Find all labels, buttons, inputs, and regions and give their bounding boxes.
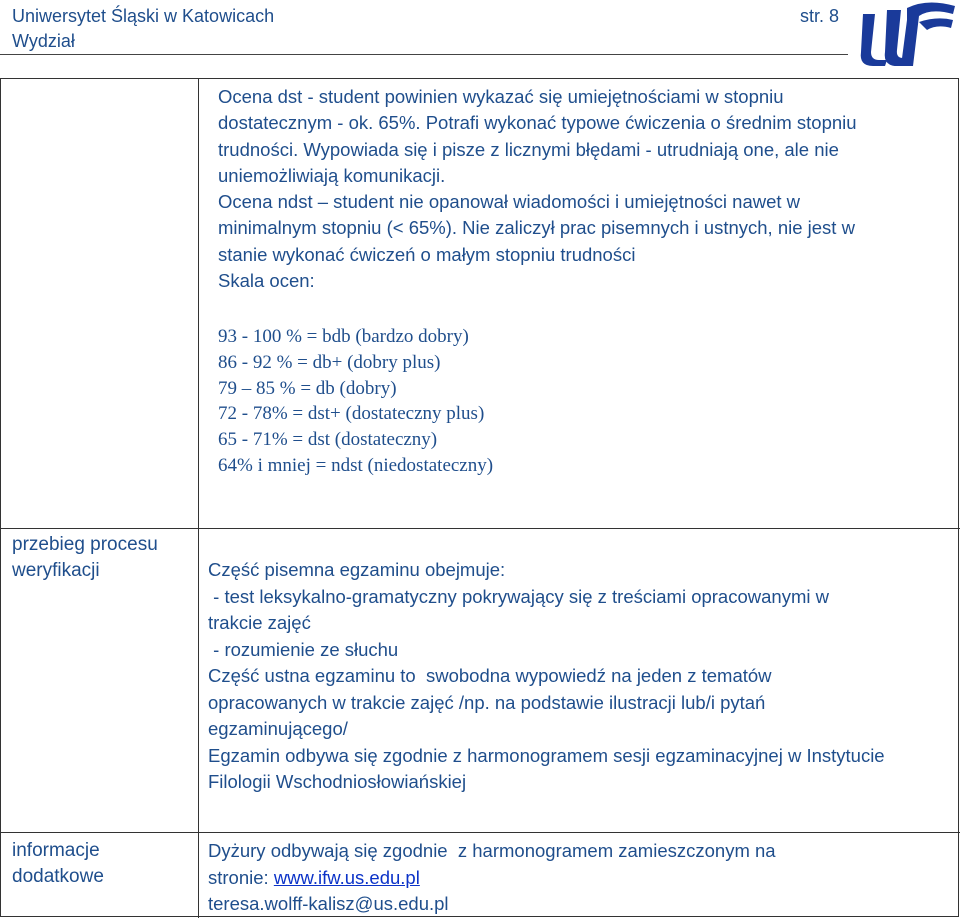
verification-line: Część ustna egzaminu to swobodna wypowiedź na jeden z tematów (208, 665, 772, 686)
row-divider (0, 832, 960, 833)
grade-scale-item: 86 - 92 % = db+ (dobry plus) (218, 351, 441, 373)
additional-info-cell (208, 838, 953, 918)
verification-cell (208, 557, 953, 796)
verification-line: trakcie zajęć (208, 612, 311, 633)
criteria-line: uniemożliwiają komunikacji. (218, 164, 446, 186)
verification-line: Egzamin odbywa się zgodnie z harmonogramem sesji egzaminacyjnej w Instytucie (208, 744, 885, 766)
criteria-line: Ocena dst - student powinien wykazać się umiejętnościami w stopniu (218, 86, 784, 107)
verification-line: - rozumienie ze słuchu (208, 638, 399, 660)
email-address: teresa.wolff-kalisz@us.edu.pl (208, 893, 449, 914)
office-hours-text: Dyżury odbywają się zgodnie z harmonogramem zamieszczonym na (208, 840, 776, 861)
faculty-name: Wydział (12, 31, 75, 51)
column-divider (198, 78, 199, 918)
university-name: Uniwersytet Śląski w Katowicach (12, 6, 275, 26)
criteria-line: dostatecznym - ok. 65%. Potrafi wykonać typowe ćwiczenia o średnim stopniu (218, 112, 857, 134)
grading-criteria-cell (218, 84, 948, 294)
verification-line: egzaminującego/ (208, 718, 348, 739)
criteria-line: Ocena ndst – student nie opanował wiadomości i umiejętności nawet w (218, 191, 801, 213)
grade-scale-item: 79 – 85 % = db (dobry) (218, 377, 397, 399)
page-header (12, 4, 274, 54)
university-logo (857, 0, 957, 68)
additional-info-label: informacje dodatkowe (12, 840, 104, 887)
verification-label: przebieg procesu weryfikacji (12, 534, 158, 581)
grade-scale-item: 65 - 71% = dst (dostateczny) (218, 429, 438, 451)
criteria-line: stanie wykonać ćwiczeń o małym stopniu trudności (218, 243, 636, 265)
verification-line: - test leksykalno-gramatyczny pokrywający się z treściami opracowanymi w (208, 585, 829, 607)
criteria-line: trudności. Wypowiada się i pisze z licznymi błędami - utrudniają one, ale nie (218, 138, 839, 160)
row-divider (0, 528, 960, 529)
verification-line: Część pisemna egzaminu obejmuje: (208, 559, 506, 580)
grade-scale-item: 72 - 78% = dst+ (dostateczny plus) (218, 403, 485, 425)
grade-scale-item: 64% i mniej = ndst (niedostateczny) (218, 454, 494, 476)
website-link[interactable]: www.ifw.us.edu.pl (273, 866, 420, 888)
grade-scale-item: 93 - 100 % = bdb (bardzo dobry) (218, 326, 469, 347)
page-number: str. 8 (800, 6, 840, 26)
verification-line: Filologii Wschodniosłowiańskiej (208, 771, 467, 792)
website-line (208, 865, 953, 892)
website-prefix: stronie: (208, 866, 274, 888)
criteria-line: minimalnym stopniu (< 65%). Nie zaliczył prac pisemnych i ustnych, nie jest w (218, 217, 855, 239)
header-divider (0, 54, 848, 55)
scale-title: Skala ocen: (218, 270, 315, 292)
grade-scale (218, 324, 918, 479)
verification-line: opracowanych w trakcie zajęć /np. na podstawie ilustracji lub/i pytań (208, 691, 766, 713)
